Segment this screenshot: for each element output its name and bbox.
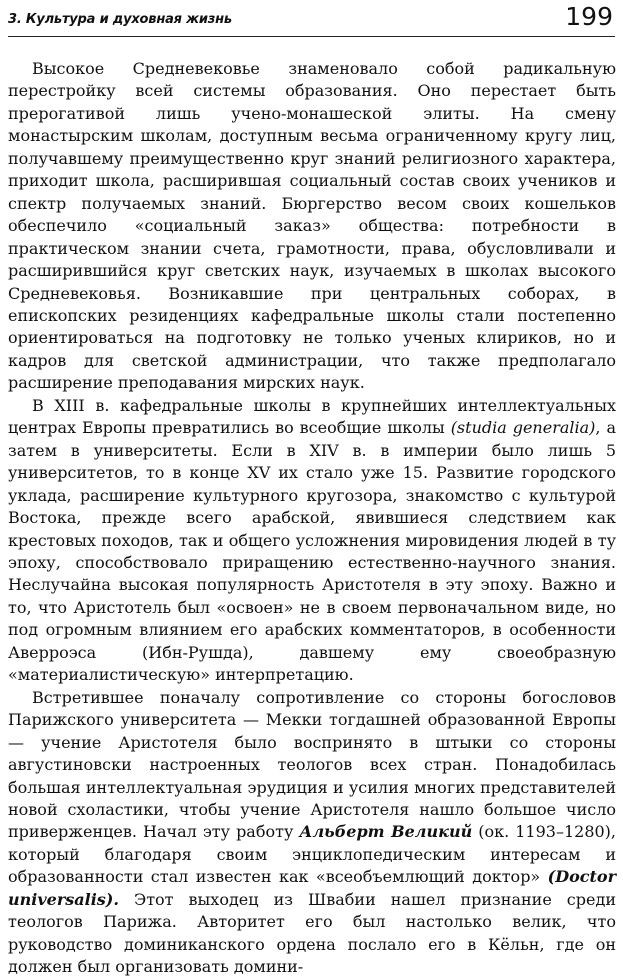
paragraph-3-part-2: (ок. 1193–1280), который благодаря своим энциклопедическим интересам и образованности стал известен как «всеобъемлющий доктор» <box>8 822 617 887</box>
paragraph-3 <box>8 687 616 979</box>
page-header <box>8 2 615 37</box>
paragraph-2-part-2: , а затем в университеты. Если в XIV в. в империи было лишь 5 университетов, то в конце XV их стало уже 15. Развитие городского уклада, расширение культурного кругозора, знакомство с культурой Востока, прежде всего арабской, явившиеся следствием как крестовых походов, так и общего усложнения мировидения людей в ту эпоху, способствовало приращению естественно-научного знания. Неслучайна высокая популярность Аристотеля в эту эпоху. Важно и то, что Аристотель был «освоен» не в своем первоначальном виде, но под огромным влиянием его арабских комментаторов, в особенности Аверроэса (Ибн-Рушда), давшему ему своеобразную «материалистическую» интерпретацию. <box>8 418 616 685</box>
paragraph-1: Высокое Средневековье знаменовало собой радикальную перестройку всей системы образования. Оно перестает быть прерогативой лишь учено-монашеской элиты. На смену монастырским школам, доступным весьма ограниченному кругу лиц, получавшему преимущественно круг знаний религиозного характера, приходит школа, расширившая социальный состав своих учеников и спектр получаемых знаний. Бюргерство весом своих кошельков обеспечило «социальный заказ» общества: потребности в практическом знании счета, грамотности, права, обусловливали и расширившийся круг светских наук, изучаемых в школах высокого Средневековья. Возникавшие при центральных соборах, в епископских резиденциях кафедральные школы стали постепенно ориентироваться на подготовку не только ученых клириков, но и кадров для светской администрации, что также предполагало расширение преподавания мирских наук. <box>8 59 616 393</box>
running-head: 3. Культура и духовная жизнь <box>8 12 232 27</box>
term-studia-generalia: (studia generalia) <box>450 418 596 438</box>
title-doctor-universalis: (Doctor universalis). <box>8 867 616 909</box>
body-text <box>8 58 616 979</box>
paragraph-3-part-1: Встретившее поначалу сопротивление со стороны богословов Парижского университета — Мекки тогдашней образованной Европы — учение Аристотеля было воспринято в штыки со стороны августиновски настроенных теологов всех стран. Понадобилась большая интеллектуальная эрудиция и усилия многих представителей новой схоластики, чтобы учение Аристотеля нашло большое число приверженцев. Начал эту работу <box>8 687 616 842</box>
paragraph-3-part-3: Этот выходец из Швабии нашел признание среди теологов Парижа. Авторитет его был настолько велик, что руководство доминиканского ордена послало его в Кёльн, где он должен был организовать домини- <box>8 889 616 977</box>
page-number: 199 <box>565 2 613 31</box>
name-albert-the-great: Альберт Великий <box>299 822 473 842</box>
paragraph-2-part-1: В XIII в. кафедральные школы в крупнейших интеллектуальных центрах Европы превратились во всеобщие школы <box>8 395 616 438</box>
paragraph-2 <box>8 395 616 687</box>
